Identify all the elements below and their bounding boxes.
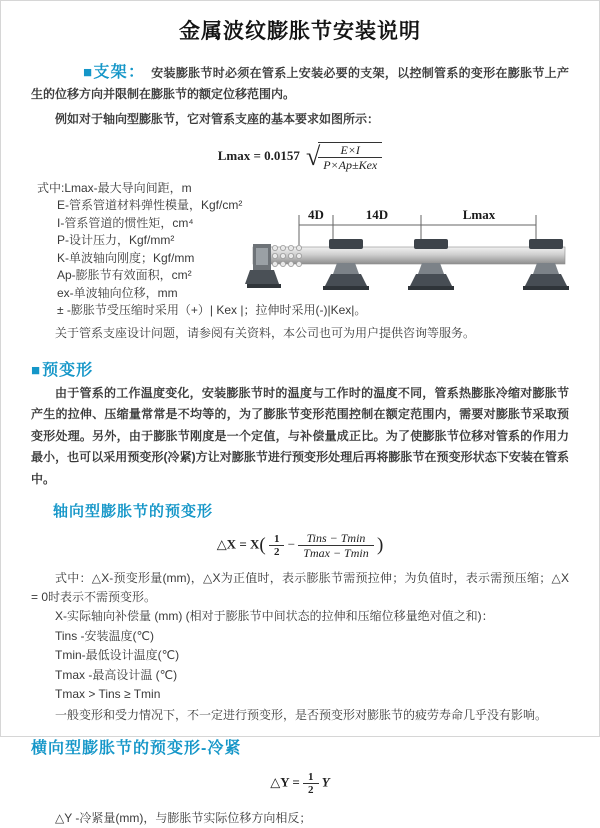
half-denominator: 2 [269,545,285,558]
axial-tmax-line: Tmax -最高设计温 (℃) [55,666,569,686]
page-title: 金属波纹膨胀节安装说明 [31,15,569,45]
support-example-line: 例如对于轴向型膨胀节，它对管系支座的基本要求如图所示： [31,109,569,130]
axial-subsection-heading: 轴向型膨胀节的预变形 [53,500,569,521]
support-note: 关于管系支座设计问题，请参阅有关资料，本公司也可为用户提供咨询等服务。 [31,323,569,344]
guide-spacing-formula [31,142,569,172]
formula-rhs: Y [322,774,330,789]
definition-item-i: I-管系管道的惯性矩，cm⁴ [57,215,569,233]
half-denominator: 2 [303,783,319,796]
sqrt-radical-icon: √ [306,142,320,171]
dim-label-14d: 14D [357,207,397,223]
formula-fraction [318,143,382,172]
support-intro-paragraph [31,62,569,105]
guide-support-2 [408,239,454,290]
pipe-support-diagram [247,208,571,310]
formula-lhs: △X = X [217,536,260,551]
half-fraction [269,533,285,558]
half-numerator: 1 [269,533,285,545]
preform-heading-text: 预变形 [42,362,93,379]
definition-item-e: E-管系管道材料弹性模量，Kgf/cm² [57,197,569,215]
dim-label-4d: 4D [296,207,336,223]
support-intro-text: 安装膨胀节时必须在管系上安装必要的支架，以控制管系的变形在膨胀节上产生的位移方向并限制在膨胀节的额定位移范围内。 [31,66,569,101]
guide-support-3 [523,239,569,290]
definition-item-ex: ex-单波轴向位移，mm [57,285,569,303]
lateral-subsection-heading: 横向型膨胀节的预变形-冷紧 [31,735,569,758]
minus-sign: − [288,536,295,551]
axial-preform-formula [31,531,569,560]
preform-paragraph: 由于管系的工作温度变化，安装膨胀节时的温度与工作时的温度不同，管系热膨胀冷缩对膨胀节产生的拉伸、压缩量常常是不均等的，为了膨胀节变形范围控制在额定范围内，需要对膨胀节采取预变形处理。另外，由于膨胀节刚度是一个定值，与补偿量成正比。为了使膨胀节位移对管系的作用力最小，也可以采用预变形(冷紧)方让对膨胀节进行预变形处理后再将膨胀节在预变形状态下安装在管系中。 [31,383,569,491]
definition-item-k: K-单波轴向刚度；Kgf/mm [57,250,569,268]
section-square-icon: ■ [83,64,92,81]
axial-explain: 式中：△X-预变形量(mm)，△X为正值时，表示膨胀节需预拉伸；为负值时，表示需预压缩；△X = 0时表示不需预变形。 [31,569,569,607]
axial-tins-line: Tins -安装温度(℃) [55,627,569,647]
half-numerator: 1 [303,771,319,783]
open-paren: ( [259,535,265,556]
formula-lhs: △Y = [270,774,300,789]
formula-lhs: Lmax = 0.0157 [218,148,300,163]
lateral-note: △Y -冷紧量(mm)，与膨胀节实际位移方向相反； [55,809,569,828]
axial-tmin-line: Tmin-最低设计温度(℃) [55,646,569,666]
axial-x-definition: X-实际轴向补偿量 (mm) (相对于膨胀节中间状态的拉伸和压缩位移量绝对值之和)： [55,607,569,627]
half-fraction [303,771,319,796]
definition-item-pm: ± -膨胀节受压缩时采用（+）| Kex |；拉伸时采用(-)|Kex|。 [57,302,569,320]
definition-item-ap: Ap-膨胀节有效面积，cm² [57,267,569,285]
definitions-lead: 式中:Lmax-最大导向间距，m [37,180,569,197]
axial-note: 一般变形和受力情况下，不一定进行预变形，是否预变形对膨胀节的疲劳寿命几乎没有影响。 [31,705,569,726]
definition-item-p: P-设计压力，Kgf/mm² [57,232,569,250]
definitions-and-diagram [31,180,569,320]
pipe-diagram-graphic [247,208,571,310]
preform-section-heading [31,357,569,380]
guide-support-1 [323,239,369,290]
fraction-denominator: P×Ap±Kex [318,157,382,172]
section-square-icon: ■ [31,362,41,379]
axial-relation-line: Tmax > Tins ≥ Tmin [55,685,569,705]
temp-denominator: Tmax − Tmin [298,545,373,560]
fraction-numerator: E×I [318,143,382,157]
dim-label-lmax: Lmax [459,207,499,223]
temp-numerator: Tins − Tmin [298,531,373,545]
temperature-fraction [298,531,373,560]
close-paren: ) [377,535,383,556]
lateral-preform-formula [31,771,569,796]
support-section-heading: 支架： [93,64,145,81]
